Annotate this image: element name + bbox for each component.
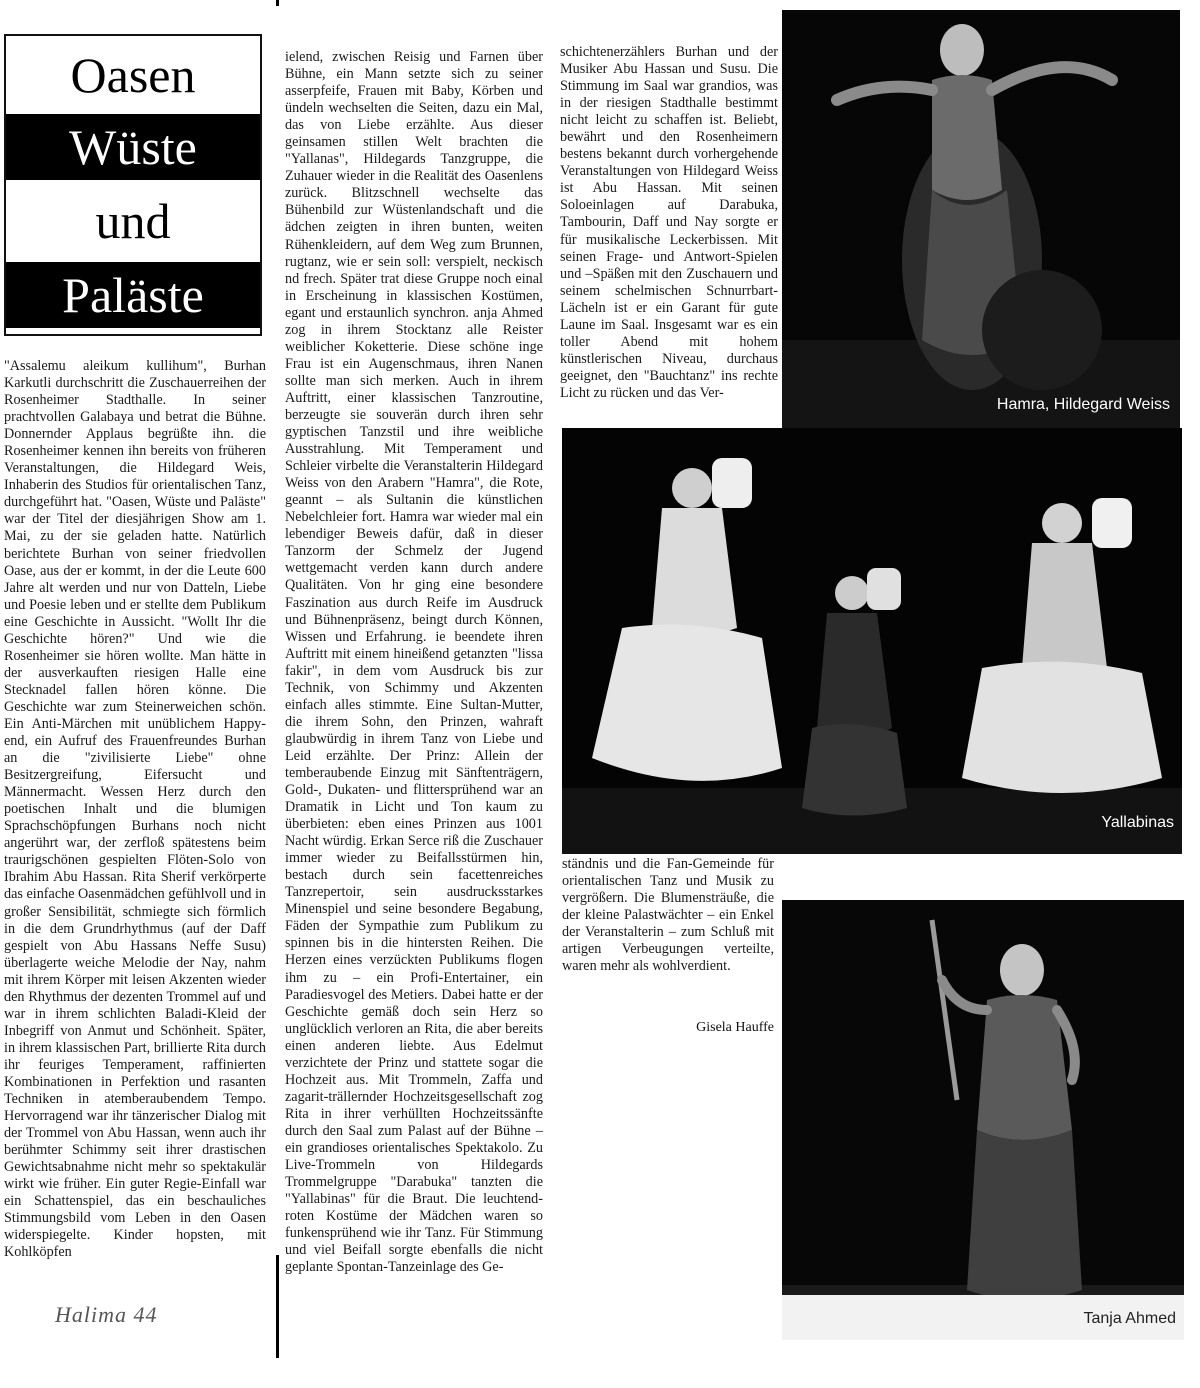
photo-tanja-ahmed bbox=[782, 900, 1184, 1340]
article-column-1 bbox=[4, 358, 266, 1261]
caption-hamra: Hamra, Hildegard Weiss bbox=[996, 396, 1170, 413]
photo-hamra bbox=[782, 10, 1180, 428]
page-number: 44 bbox=[133, 1302, 158, 1327]
article-text-col3a: schichtenerzählers Burhan und der Musiker Abu Hassan und Susu. Die Stimmung im Saal war grandios, was in der riesigen Stadthalle bestimmt nicht leicht zu schaffen ist. Beliebt, bewährt und den Rosenheimern bestens bekannt durch vorhergehende Veranstaltungen von Hildegard Weiss ist Abu Hassan. Mit seinen Soloeinlagen auf Darabuka, Tambourin, Daff und Nay sorgte er für musikalische Leckerbissen. Mit seinen Frage- und Antwort-Spielen und –Späßen mit den Zuschauern und seinem schelmischen Schnurrbart-Lächeln ist er ein Garant für gute Laune im Saal. Insgesamt war es ein toller Abend mit hohem künstlerischen Niveau, durchaus geeignet, den "Bauchtanz" ins rechte Licht zu rücken und das Ver- bbox=[560, 44, 778, 401]
author-signature: Gisela Hauffe bbox=[696, 1020, 774, 1035]
title-box bbox=[4, 34, 262, 336]
column-rule-bottom bbox=[276, 1255, 279, 1358]
magazine-name: Halima bbox=[55, 1302, 127, 1327]
photo-tanja-ahmed-image bbox=[782, 900, 1184, 1340]
title-line-3: und bbox=[6, 188, 260, 254]
article-column-3-upper bbox=[560, 44, 778, 424]
caption-tanja-ahmed: Tanja Ahmed bbox=[1083, 1310, 1176, 1327]
photo-hamra-image bbox=[782, 10, 1180, 428]
article-column-3-lower bbox=[562, 856, 774, 1006]
caption-yallabinas: Yallabinas bbox=[1101, 814, 1174, 831]
photo-yallabinas-image bbox=[562, 428, 1182, 854]
page-footer bbox=[55, 1302, 158, 1328]
article-text-col1: "Assalemu aleikum kullihum", Burhan Karkutli durchschritt die Zuschauerreihen der Rosenheimer Stadthalle. In seiner prachtvollen Galabaya und betrat die Bühne. Donnernder Applaus begrüßte ihn. die Rosenheimer kennen ihn bereits von früheren Veranstaltungen, die Hildegard Weis, Inhaberin des Studios für orientalischen Tanz, durchgeführt hat. "Oasen, Wüste und Paläste" war der Titel der diesjährigen Show am 1. Mai, zu der sie geladen hatte. Natürlich berichtete Burhan von seiner friedvollen Oase, aus der er kommt, in der die Leute 600 Jahre alt werden und nur von Datteln, Liebe und Poesie leben und er stellte dem Publikum eine Geschichte in Aussicht. "Wollt Ihr die Geschichte hören?" Und wie die Rosenheimer sie hören wollte. Man hätte in der ausverkauften riesigen Halle eine Stecknadel fallen hören könne. Die Geschichte war zum Steinerweichen schön. Ein Anti-Märchen mit unüblichem Happy-end, ein Aufruf des Frauenfreundes Burhan an die "zivilisierte Liebe" ohne Besitzergreifung, Eifersucht und Männermacht. Wessen Herz durch den poetischen Inhalt und die blumigen Sprachschöpfungen Burhans noch nicht angerührt war, der zerfloß spätestens beim traurigschönen gespielten Flöten-Solo von Ibrahim Abu Hassan. Rita Sherif verkörperte das einfache Oasenmädchen gefühlvoll und in großer Sensibilität, schmiegte sich förmlich in die dem Grundrhythmus (auf der Daff gespielt von Abu Hassans Neffe Susu) überlagerte weiche Melodie der Nay, nahm mit ihrem Körper mit leisen Akzenten wieder den Rhythmus der dezenten Trommel auf und war in ihrem schlichten Baladi-Kleid der Inbegriff von Anmut und Schönheit. Später, in ihrem klassischen Part, brillierte Rita durch ihr feuriges Temperament, raffinierten Kombinationen in Perfektion und rasanten Techniken in atemberaubendem Tempo. Hervorragend war ihr tänzerischer Dialog mit der Trommel von Abu Hassan, wenn auch ihr berühmter Schimmy seit ihrer drastischen Gewichtsabnahme nicht mehr so spektakulär wirkt wie früher. Ein guter Regie-Einfall war ein Schattenspiel, das ein beschauliches Stimmungsbild vom Leben in den Oasen widerspiegelte. Kinder hopsten, mit Kohlköpfen bbox=[4, 358, 266, 1261]
column-rule-top bbox=[276, 0, 279, 6]
title-line-1: Oasen bbox=[6, 42, 260, 108]
title-line-4: Paläste bbox=[6, 262, 260, 328]
article-text-col3b: ständnis und die Fan-Gemeinde für orientalischen Tanz und Musik zu vergrößern. Die Blumensträuße, die der kleine Palastwächter – ein Enkel der Veranstalterin – zum Schluß mit artigen Verbeugungen verteilte, waren mehr als wohlverdient. bbox=[562, 856, 774, 975]
article-column-2 bbox=[285, 0, 543, 1388]
article-text-col2: ielend, zwischen Reisig und Farnen über Bühne, ein Mann setzte sich zu seiner asserpfeife, Frauen mit Baby, Körben und ündeln wechselten die Seiten, dazu ein Mal, das von Liebe erzählte. Aus dieser geinsamen stillen Welt brachten die "Yallanas", Hildegards Tanzgruppe, die Zuhauer wieder in die Realität des Oasenlens zurück. Blitzschnell wechselte das Bühenbild zur Wüstenlandschaft und die ädchen zeigten in ihren bunten, weiten Rühenkleidern, auf dem Weg zum Brunnen, rugtanz, wie er sein soll: verspielt, neckisch nd frech. Später trat diese Gruppe noch einal in Erscheinung in klassischen Kostümen, egant und erstaunlich synchron. anja Ahmed zog in ihrem Stocktanz alle Reister weiblicher Koketterie. Diese schöne inge Frau ist ein Augenschmaus, ihren Nanen sollte man sich merken. Auch in ihrem Auftritt, einer klassischen Tanzroutine, berzeugte sie souverän durch ihren sehr gyptischen Tanzstil und ihre weibliche Ausstrahlung. Mit Temperament und Schleier virbelte die Veranstalterin Hildegard Weiss von den Arabern "Hamra", die Rote, geannt – als Sultanin die künstlichen Nebelchleier fort. Hamra war wieder mal ein lebendiger Beweis dafür, daß in dieser Tanzorm der Schmelz der Jugend wettgemacht verden kann durch andere Qualitäten. Von hr ging eine besondere Faszination aus durch Reife im Ausdruck und Bühnenpräsenz, beingt durch Können, Wissen und Erfahrung. ie beendete ihren Auftritt mit einem hineißend getanzten "lissa fakir", in dem vom Ausdruck bis zur Technik, von Schimmy und Akzenten einfach alles stimmte. Eine Sultan-Mutter, die ihrem Sohn, den Prinzen, wahraft glaubwürdig in ihrem Tanz von Liebe und Leid erzählte. Der Prinz: Allein der temberaubende Einzug mit Sänftenträgern, Gold-, Dukaten- und flittersprühend war an Dramatik in Licht und Ton kaum zu überbieten: eben eines Prinzen aus 1001 Nacht würdig. Erkan Serce riß die Zuschauer immer wieder zu Beifallsstürmen hin, bestach durch sein facettenreiches Tanzrepertoir, sein ausdrucksstarkes Minenspiel und seine besondere Begabung, Fäden der Sympathie zum Publikum zu spinnen bis in die hintersten Reihen. Die Herzen eines verzückten Publikums flogen ihm zu – ein Profi-Entertainer, ein Paradiesvogel des Metiers. Dabei hatte er der Geschichte gemäß doch sein Herz so unglücklich verloren an Rita, die aber bereits einen anderen liebte. Aus Edelmut verzichtete der Prinz und stattete sogar die Hochzeit aus. Mit Trommeln, Zaffa und zagarit-trällernder Hochzeitsgesellschaft zog Rita in ihrer verhüllten Hochzeitssänfte durch den Saal zum Palast auf der Bühne – ein grandioses orientalisches Spektakolo. Zu Live-Trommeln von Hildegards Trommelgruppe "Darabuka" tanzten die "Yallabinas" für die Braut. Die leuchtend-roten Kostüme der Mädchen waren so funkensprühend wie ihr Tanz. Für Stimmung und viel Beifall sorgte ebenfalls die nicht geplante Spontan-Tanzeinlage des Ge- bbox=[285, 49, 543, 1276]
photo-yallabinas bbox=[562, 428, 1182, 854]
title-line-2: Wüste bbox=[6, 114, 260, 180]
